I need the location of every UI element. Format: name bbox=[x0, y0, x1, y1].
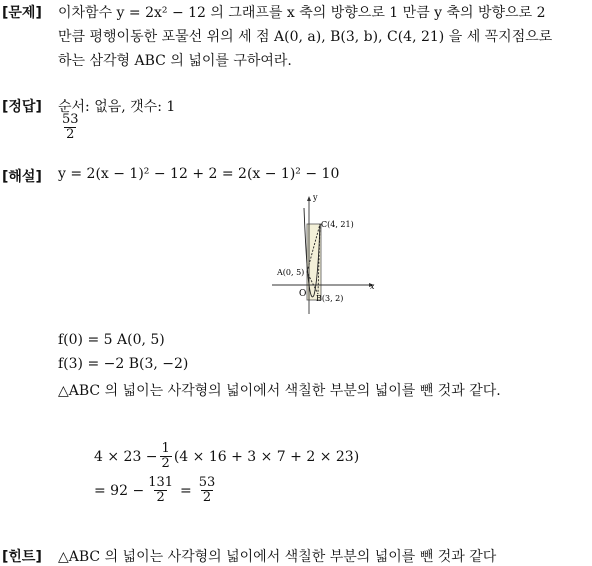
f3-line: f(3) = −2 B(3, −2) bbox=[58, 356, 189, 372]
problem-line-3: 하는 삼각형 ABC 의 넓이를 구하여라. bbox=[58, 53, 292, 69]
answer-numerator: 53 bbox=[62, 112, 79, 127]
y-axis-label: y bbox=[313, 193, 318, 202]
point-a-label: A(0, 5) bbox=[277, 268, 305, 277]
calc1-half-denominator: 2 bbox=[161, 456, 170, 471]
f0-line: f(0) = 5 A(0, 5) bbox=[58, 332, 165, 348]
answer-denominator: 2 bbox=[66, 127, 75, 142]
area-note: △ABC 의 넓이는 사각형의 넓이에서 색칠한 부분의 넓이를 뺀 것과 같다. bbox=[58, 383, 501, 399]
answer-line: 순서: 없음, 갯수: 1 bbox=[58, 99, 176, 115]
calc1-prefix: 4 × 23 − bbox=[94, 448, 158, 465]
calc2-prefix: = 92 − bbox=[94, 482, 145, 499]
calc1-suffix: (4 × 16 + 3 × 7 + 2 × 23) bbox=[173, 448, 360, 465]
hint-label: [힌트] bbox=[2, 549, 42, 565]
calc2-result-numerator: 53 bbox=[198, 475, 216, 490]
calc2-denominator: 2 bbox=[156, 490, 165, 505]
problem-label: [문제] bbox=[2, 5, 42, 21]
calc-line-2 bbox=[94, 476, 219, 505]
solution-label: [해설] bbox=[2, 169, 42, 185]
answer-fraction bbox=[58, 113, 83, 142]
calc1-half-numerator: 1 bbox=[161, 441, 170, 456]
point-b-label: B(3, 2) bbox=[316, 294, 344, 303]
origin-label: O bbox=[299, 289, 307, 299]
problem-line-2: 만큼 평행이동한 포물선 위의 세 점 A(0, a), B(3, b), C(4, 21) 을 세 꼭지점으로 bbox=[58, 29, 553, 45]
parabola-graph bbox=[270, 190, 382, 318]
problem-line-1: 이차함수 y = 2x² − 12 의 그래프를 x 축의 방향으로 1 만큼 y 축의 방향으로 2 bbox=[58, 5, 546, 21]
calc2-numerator: 131 bbox=[148, 475, 174, 490]
point-c-label: C(4, 21) bbox=[321, 220, 354, 229]
calc2-equals: = bbox=[180, 482, 192, 499]
hint-text: △ABC 의 넓이는 사각형의 넓이에서 색칠한 부분의 넓이를 뺀 것과 같다 bbox=[58, 549, 497, 565]
solution-equation: y = 2(x − 1)² − 12 + 2 = 2(x − 1)² − 10 bbox=[58, 166, 340, 182]
y-axis-arrow bbox=[307, 196, 311, 201]
calc-line-1 bbox=[94, 442, 359, 471]
answer-label: [정답] bbox=[2, 99, 42, 115]
x-axis-label: x bbox=[370, 282, 375, 291]
calc2-result-denominator: 2 bbox=[202, 490, 212, 505]
